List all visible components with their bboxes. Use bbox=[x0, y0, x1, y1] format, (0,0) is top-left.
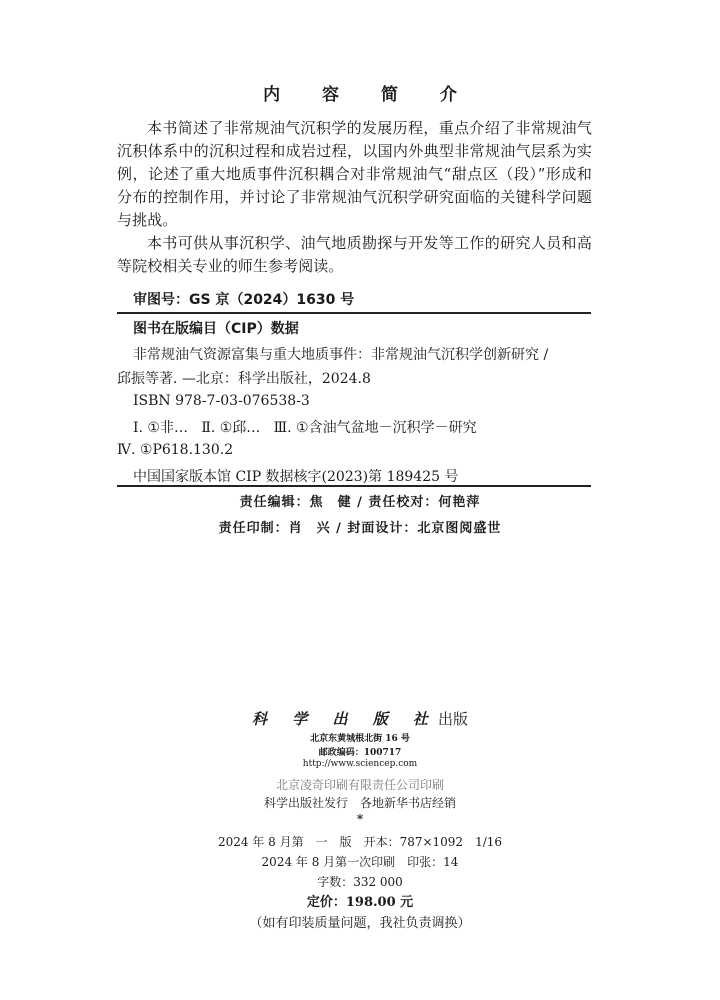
price: 定价：198.00 元 bbox=[306, 895, 414, 910]
production-line: 责任印制：肖 兴 / 封面设计：北京图阅盛世 bbox=[218, 521, 502, 536]
publisher-name-main: 科 学 出 版 社 bbox=[252, 710, 438, 728]
publisher-name-suffix: 出版 bbox=[437, 710, 468, 728]
page-title: 内 容 简 介 bbox=[263, 85, 475, 105]
cip-clc-line: Ⅳ. ①P618.130.2 bbox=[117, 442, 234, 458]
cip-header: 图书在版编目（CIP）数据 bbox=[133, 321, 299, 337]
cip-top-rule bbox=[117, 312, 591, 314]
summary-paragraph-1: 本书简述了非常规油气沉积学的发展历程，重点介绍了非常规油气沉积体系中的沉积过程和成岩过程，以国内外典型非常规油气层系为实例，论述了重大地质事件沉积耦合对非常规油气“甜点区（段）”形成和分布的控制作用，并讨论了非常规油气沉积学研究面临的关键科学问题与挑战。 bbox=[117, 119, 592, 229]
cip-classification-line: Ⅰ. ①非… Ⅱ. ①邱… Ⅲ. ①含油气盆地－沉积学－研究 bbox=[133, 420, 477, 436]
cip-title-line: 非常规油气资源富集与重大地质事件：非常规油气沉积学创新研究 / bbox=[133, 347, 549, 363]
word-count: 字数：332 000 bbox=[317, 875, 403, 889]
printer-line: 北京凌奇印刷有限责任公司印刷 bbox=[275, 778, 444, 792]
separator-star: * bbox=[356, 812, 364, 826]
publisher-url: http://www.sciencep.com bbox=[302, 759, 418, 769]
map-approval-number: 审图号：GS 京（2024）1630 号 bbox=[133, 292, 355, 308]
content-summary bbox=[117, 117, 592, 278]
edition-line: 2024 年 8 月第 一 版 开本：787×1092 1/16 bbox=[217, 835, 503, 849]
cip-bottom-rule bbox=[117, 485, 591, 487]
impression-line: 2024 年 8 月第一次印刷 印张：14 bbox=[261, 855, 459, 869]
editors-line: 责任编辑：焦 健 / 责任校对：何艳萍 bbox=[239, 495, 481, 510]
cip-isbn-line: ISBN 978-7-03-076538-3 bbox=[133, 393, 310, 409]
cip-record-number: 中国国家版本馆 CIP 数据核字(2023)第 189425 号 bbox=[133, 469, 459, 485]
distribution-line: 科学出版社发行 各地新华书店经销 bbox=[263, 796, 456, 810]
publisher-address: 北京东黄城根北街 16 号 bbox=[310, 734, 410, 744]
quality-notice: （如有印装质量问题，我社负责调换） bbox=[249, 916, 471, 931]
summary-paragraph-2: 本书可供从事沉积学、油气地质勘探与开发等工作的研究人员和高等院校相关专业的师生参考阅读。 bbox=[117, 234, 592, 275]
publisher-postcode: 邮政编码：100717 bbox=[318, 748, 402, 758]
cip-author-line: 邱振等著. —北京：科学出版社，2024.8 bbox=[117, 371, 371, 387]
publisher-name bbox=[0, 708, 720, 729]
